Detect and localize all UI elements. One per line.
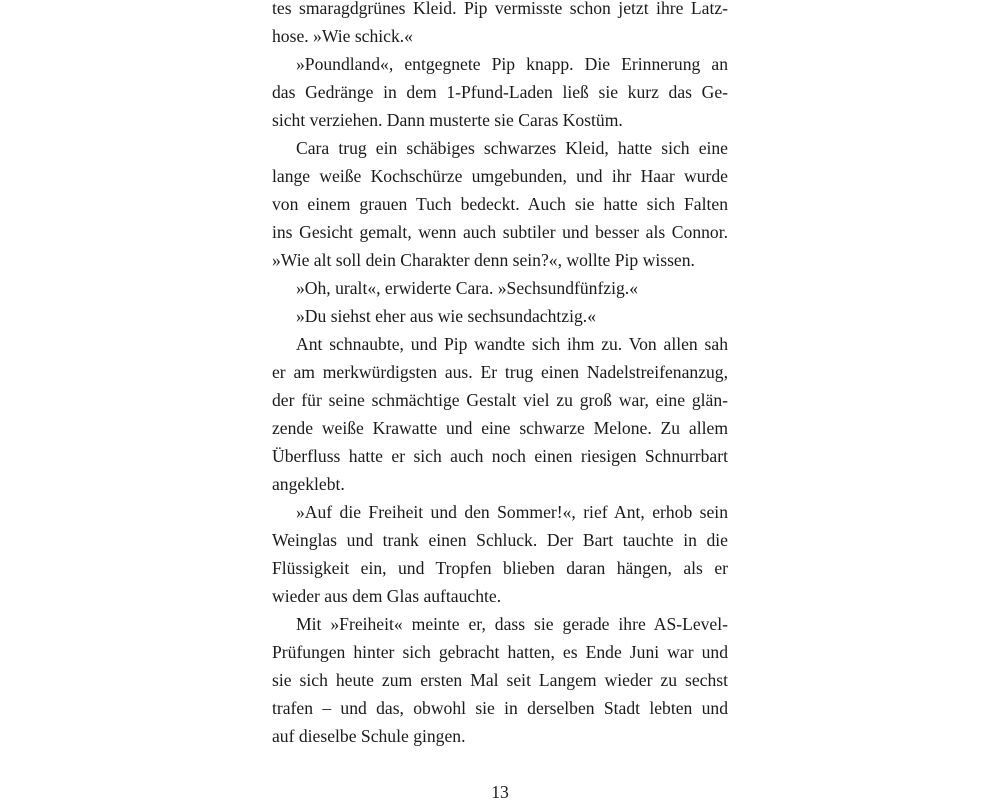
page-number: 13 <box>491 782 509 802</box>
text-line: »Auf die Freiheit und den Sommer!«, rief Ant, erhob sein <box>296 502 728 522</box>
text-line: tes smaragdgrünes Kleid. Pip vermisste schon jetzt ihre Latz- <box>272 0 728 18</box>
text-line: »Oh, uralt«, erwiderte Cara. »Sechsundfünfzig.« <box>296 278 638 298</box>
text-line: Prüfungen hinter sich gebracht hatten, es Ende Juni war und <box>272 642 728 662</box>
text-line: »Wie alt soll dein Charakter denn sein?«, wollte Pip wissen. <box>272 250 695 270</box>
text-line: lange weiße Kochschürze umgebunden, und ihr Haar wurde <box>272 166 728 186</box>
text-line: Flüssigkeit ein, und Tropfen blieben daran hängen, als er <box>272 558 728 578</box>
text-line: Weinglas und trank einen Schluck. Der Bart tauchte in die <box>272 530 728 550</box>
text-line: hose. »Wie schick.« <box>272 26 413 46</box>
text-line: das Gedränge in dem 1-Pfund-Laden ließ sie kurz das Ge- <box>272 82 728 102</box>
text-line: sie sich heute zum ersten Mal seit Langem wieder zu sechst <box>272 670 728 690</box>
text-line: ins Gesicht gemalt, wenn auch subtiler und besser als Connor. <box>272 222 728 242</box>
text-line: Überfluss hatte er sich auch noch einen riesigen Schnurrbart <box>272 446 728 466</box>
text-line: auf dieselbe Schule gingen. <box>272 726 466 746</box>
text-line: der für seine schmächtige Gestalt viel zu groß war, eine glän- <box>272 390 728 410</box>
body-text <box>272 0 728 750</box>
text-line: »Du siehst eher aus wie sechsundachtzig.« <box>296 306 596 326</box>
text-line: Mit »Freiheit« meinte er, dass sie gerade ihre AS-Level- <box>296 614 728 634</box>
text-line: zende weiße Krawatte und eine schwarze Melone. Zu allem <box>272 418 728 438</box>
text-line: angeklebt. <box>272 474 345 494</box>
text-line: wieder aus dem Glas auftauchte. <box>272 586 502 606</box>
text-line: sicht verziehen. Dann musterte sie Caras Kostüm. <box>272 110 623 130</box>
text-line: er am merkwürdigsten aus. Er trug einen Nadelstreifenanzug, <box>272 362 728 382</box>
text-line: »Poundland«, entgegnete Pip knapp. Die Erinnerung an <box>296 54 728 74</box>
text-line: Ant schnaubte, und Pip wandte sich ihm zu. Von allen sah <box>296 334 728 354</box>
text-line: Cara trug ein schäbiges schwarzes Kleid, hatte sich eine <box>296 138 728 158</box>
text-line: von einem grauen Tuch bedeckt. Auch sie hatte sich Falten <box>272 194 728 214</box>
text-line: trafen – und das, obwohl sie in derselben Stadt lebten und <box>272 698 728 718</box>
